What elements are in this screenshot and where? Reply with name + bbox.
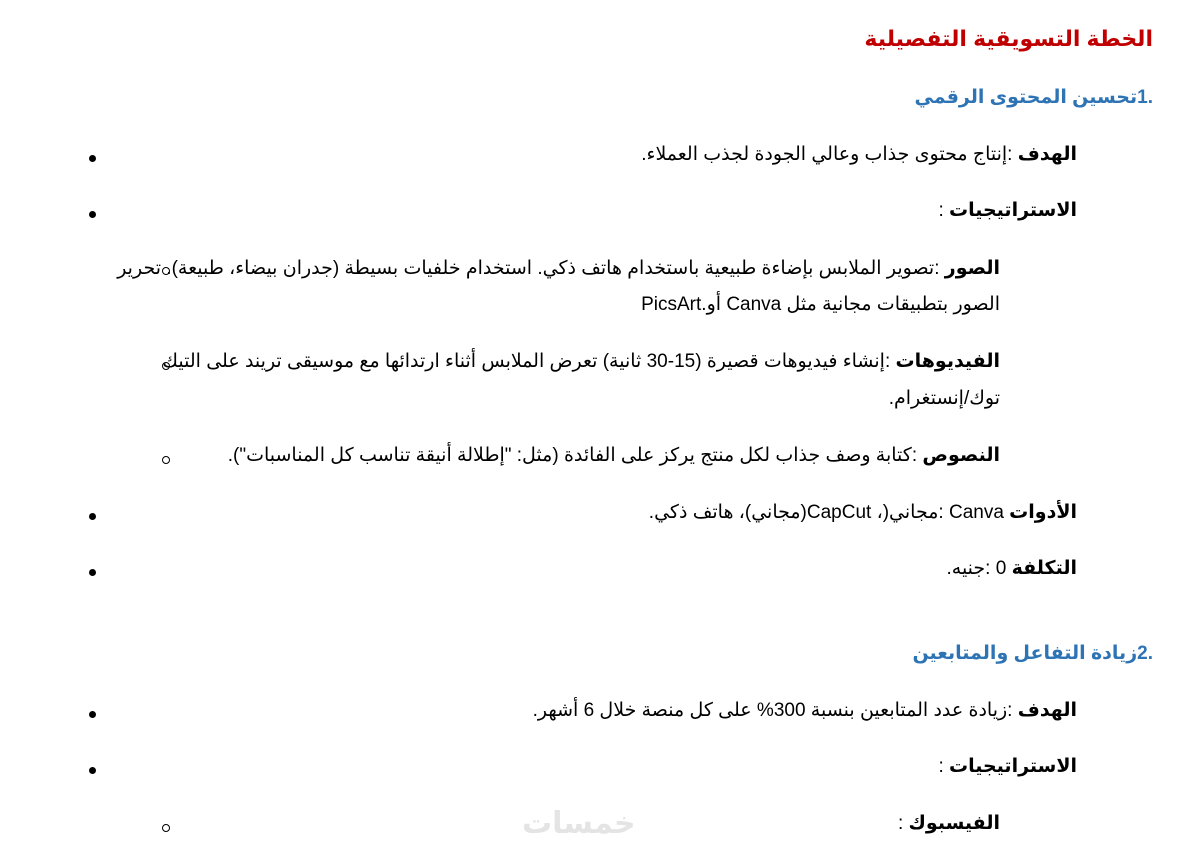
sub-bullet-icon	[162, 824, 170, 832]
sub-item-label: الفيسبوك	[908, 813, 1000, 834]
goal-label: الهدف	[1017, 144, 1077, 165]
sub-item-photos	[117, 253, 1000, 285]
cost-text: 0 :جنيه.	[946, 558, 1012, 579]
document-title: الخطة التسويقية التفصيلية	[864, 26, 1153, 51]
tools-item	[649, 497, 1077, 529]
tools-label: الأدوات	[1009, 502, 1077, 523]
bullet-icon	[89, 513, 96, 520]
strategies-item-2	[938, 751, 1077, 783]
sub-item-text: :	[897, 813, 909, 834]
goal-item-1	[641, 139, 1077, 171]
goal-text: :زيادة عدد المتابعين بنسبة 300% على كل منصة خلال 6 أشهر.	[532, 700, 1018, 721]
watermark-logo: خمسات	[522, 807, 636, 840]
sub-item-label: النصوص	[922, 445, 1000, 466]
strategies-item-1	[938, 195, 1077, 227]
bullet-icon	[89, 569, 96, 576]
tools-text: Canva :مجاني(، CapCut(مجاني)، هاتف ذكي.	[648, 502, 1010, 523]
section-heading-1: .1تحسين المحتوى الرقمي	[914, 87, 1153, 108]
section-heading-2: .2زيادة التفاعل والمتابعين	[912, 643, 1153, 664]
sub-item-text: :إنشاء فيديوهات قصيرة (15-30 ثانية) تعرض الملابس أثناء ارتدائها مع موسيقى تريند على التيك	[162, 351, 896, 372]
sub-bullet-icon	[162, 456, 170, 464]
goal-text: :إنتاج محتوى جذاب وعالي الجودة لجذب العملاء.	[641, 144, 1018, 165]
bullet-icon	[89, 711, 96, 718]
sub-item-label: الصور	[944, 258, 1000, 279]
cost-item	[946, 553, 1077, 585]
strategies-text: :	[938, 200, 949, 221]
bullet-icon	[89, 211, 96, 218]
sub-item-texts	[228, 440, 1000, 472]
sub-item-photos-continued: الصور بتطبيقات مجانية مثل Canva أو.PicsArt	[641, 294, 1000, 315]
sub-item-videos-continued: توك/إنستغرام.	[888, 388, 1000, 409]
sub-item-text: :تصوير الملابس بإضاءة طبيعية باستخدام هاتف ذكي. استخدام خلفيات بسيطة (جدران بيضاء، طبيعة). تحرير	[117, 258, 945, 279]
goal-item-2	[533, 695, 1077, 727]
sub-item-facebook	[898, 808, 1000, 840]
sub-item-text: :كتابة وصف جذاب لكل منتج يركز على الفائدة (مثل: "إطلالة أنيقة تناسب كل المناسبات").	[227, 445, 923, 466]
cost-label: التكلفة	[1011, 558, 1077, 579]
sub-item-videos	[162, 346, 1000, 378]
strategies-text: :	[938, 756, 949, 777]
strategies-label: الاستراتيجيات	[949, 756, 1077, 777]
bullet-icon	[89, 155, 96, 162]
goal-label: الهدف	[1017, 700, 1077, 721]
strategies-label: الاستراتيجيات	[949, 200, 1077, 221]
bullet-icon	[89, 767, 96, 774]
sub-item-label: الفيديوهات	[895, 351, 1000, 372]
